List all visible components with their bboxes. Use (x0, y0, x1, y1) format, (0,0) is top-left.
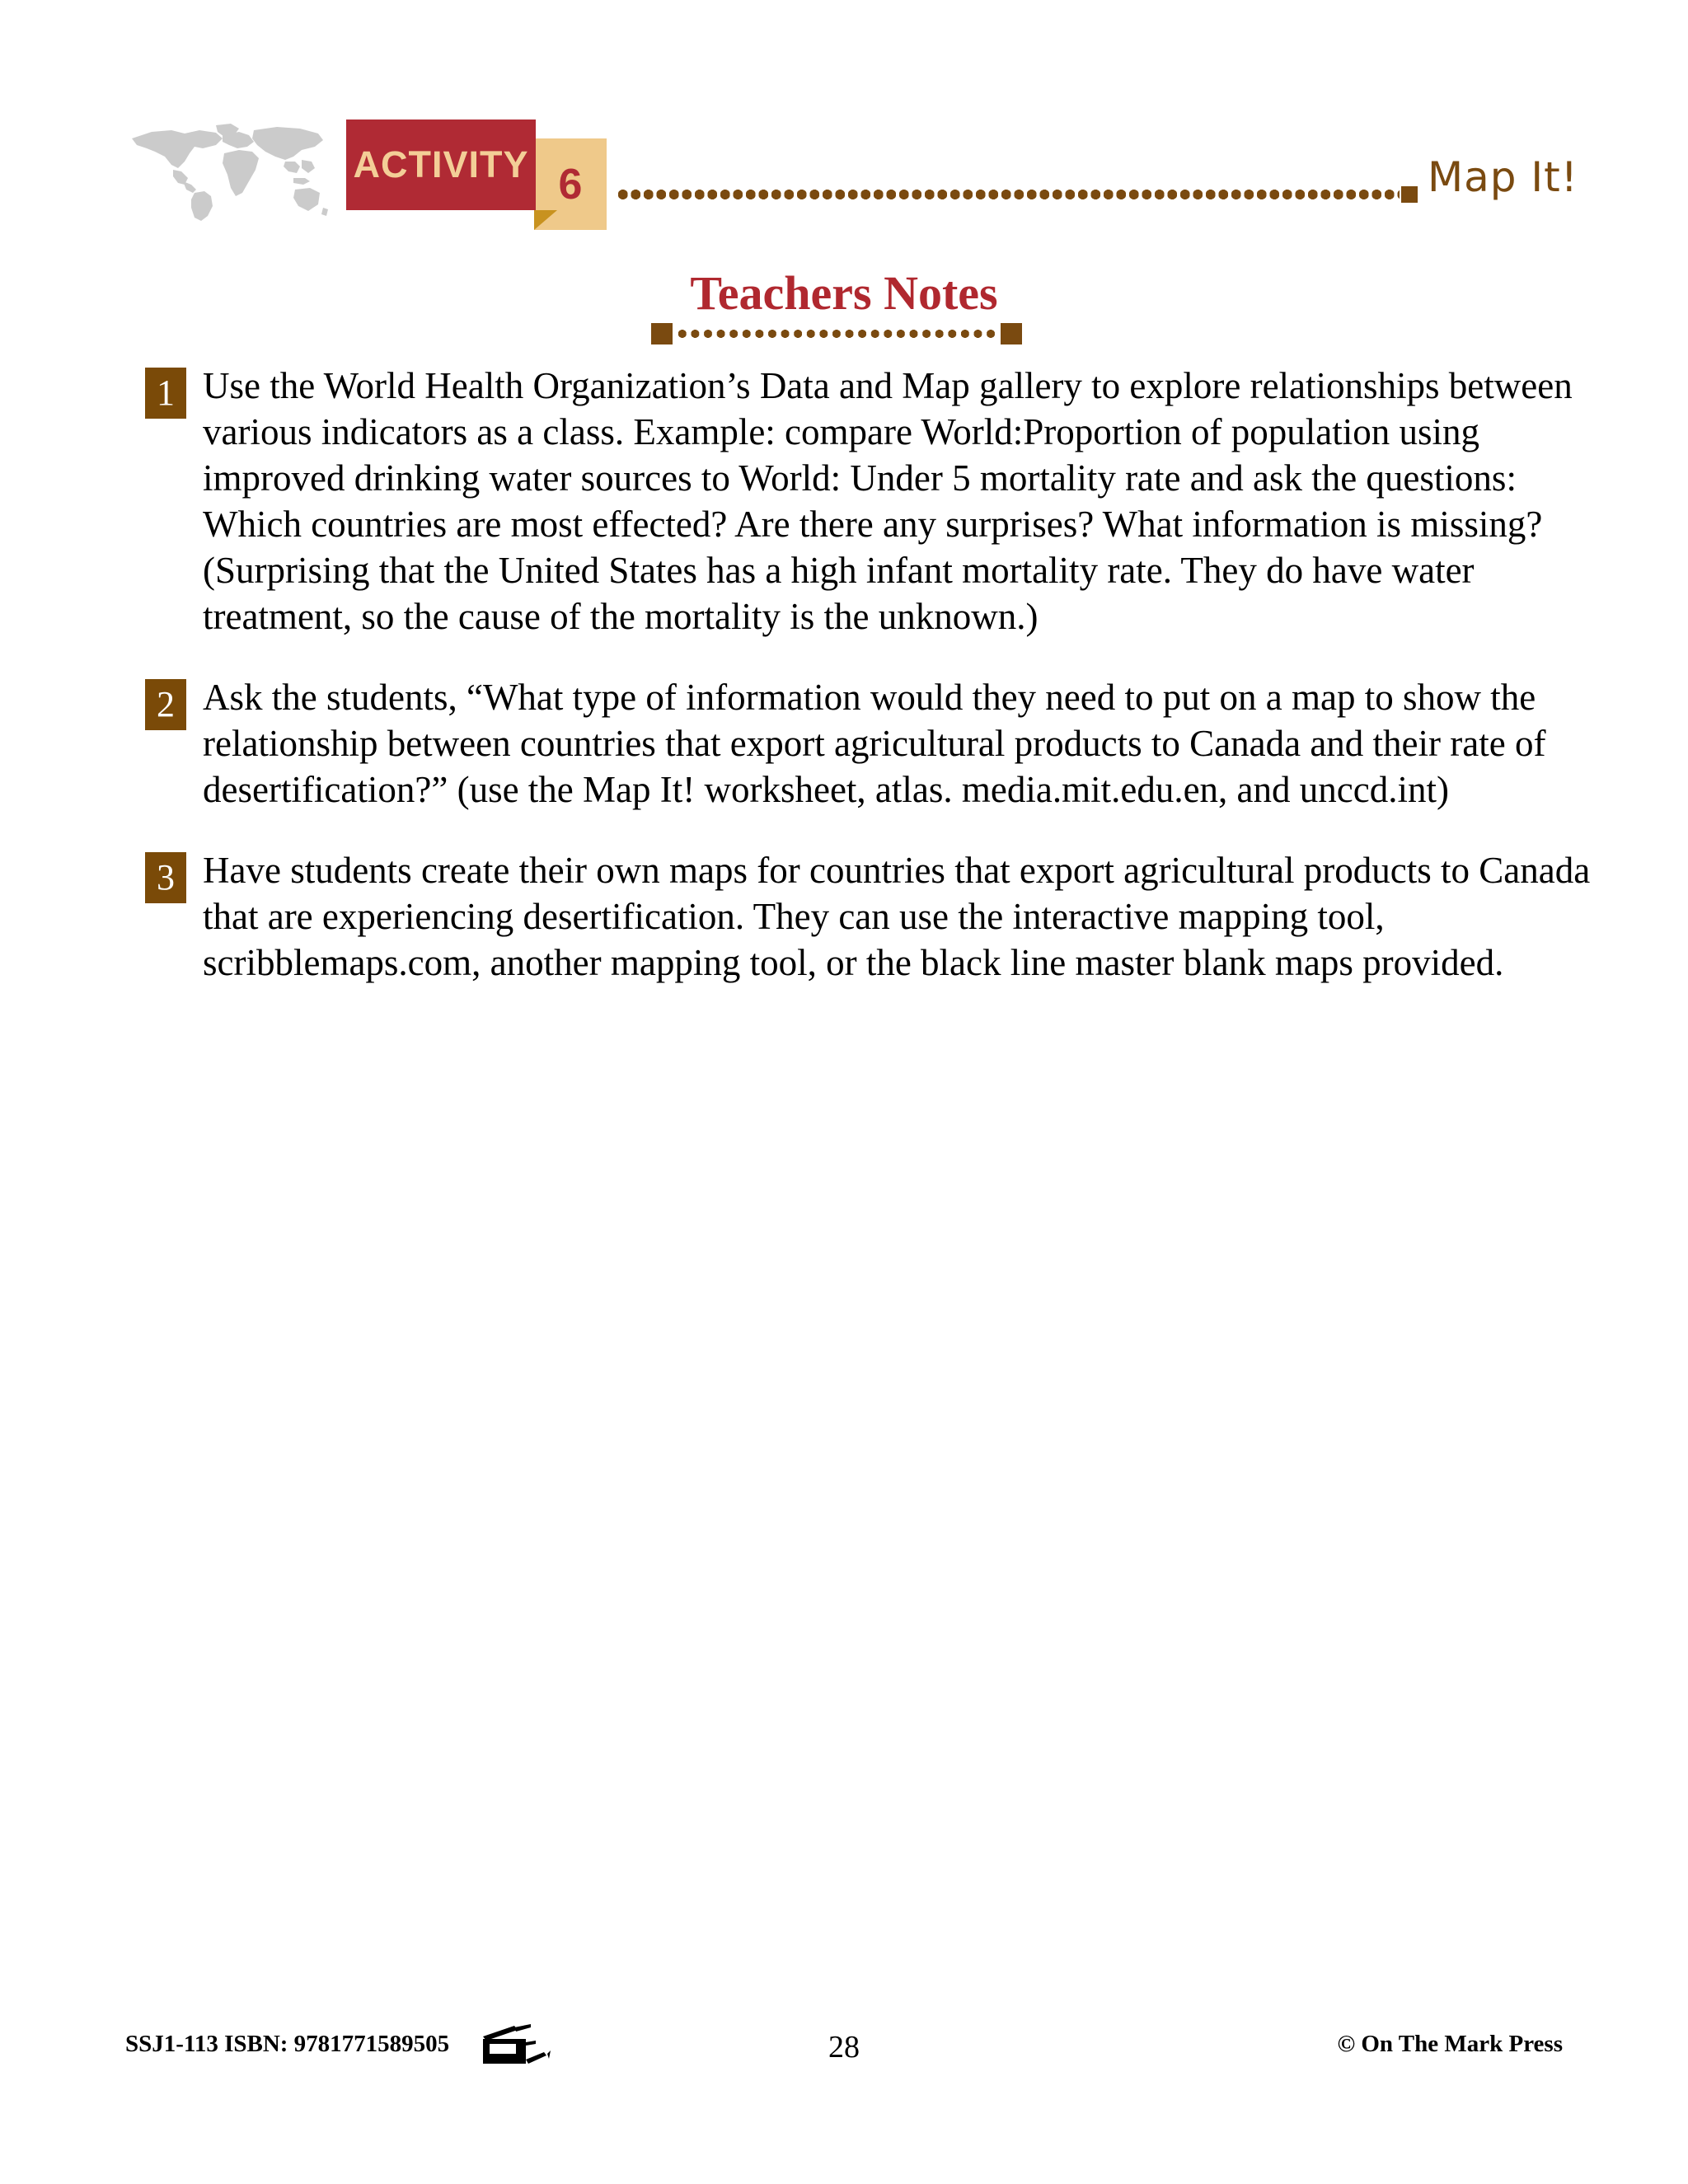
title-rule-left-cap (651, 323, 673, 344)
activity-label: ACTIVITY (353, 143, 529, 185)
list-item-number: 2 (145, 679, 186, 730)
list-item (145, 363, 1620, 640)
title-rule-right-cap (1001, 323, 1022, 344)
page-title: Teachers Notes (690, 266, 998, 320)
title-dotted-rule (651, 323, 1022, 344)
list-item-text: Ask the students, “What type of information would they need to put on a map to show the relationship between countries that export agricultural products to Canada and their rate of desertification?” (use the Map It! worksheet, atlas. media.mit.edu.en, and unccd.int) (203, 677, 1546, 810)
world-map-icon (124, 114, 330, 223)
footer-copyright: © On The Mark Press (1337, 2031, 1563, 2057)
header-dotted-rule (617, 190, 1400, 199)
activity-banner (346, 120, 536, 210)
activity-number: 6 (558, 161, 583, 209)
list-item-text: Use the World Health Organization’s Data and Map gallery to explore relationships between various indicators as a class. Example: compare World:Proportion of population using improved drinking water sources to World: Under 5 mortality rate and ask the questions: Which countries are most effected? Are there any surprises? What information is missing? (Surprising that the United States has a high infant mortality rate. They do have water treatment, so the cause of the mortality is the unknown.) (203, 365, 1573, 637)
title-rule-dots (676, 330, 997, 338)
page-header (0, 0, 1688, 247)
list-item-number: 3 (145, 852, 186, 903)
list-item (145, 674, 1620, 813)
header-section-title: Map It! (1428, 153, 1578, 201)
list-item-text: Have students create their own maps for countries that export agricultural products to Canada that are experiencing desertification. They can use the interactive mapping tool, scribblemaps.com, another mapping tool, or the black line master blank maps provided. (203, 850, 1591, 983)
page-number: 28 (828, 2030, 860, 2064)
header-rule-endcap (1401, 186, 1418, 203)
list-item (145, 847, 1620, 986)
banner-fold-decoration (534, 210, 557, 230)
page-footer (0, 2011, 1688, 2102)
list-item-number: 1 (145, 368, 186, 419)
teachers-notes-list (145, 363, 1620, 1020)
footer-identifier: SSJ1-113 ISBN: 9781771589505 (125, 2031, 450, 2057)
